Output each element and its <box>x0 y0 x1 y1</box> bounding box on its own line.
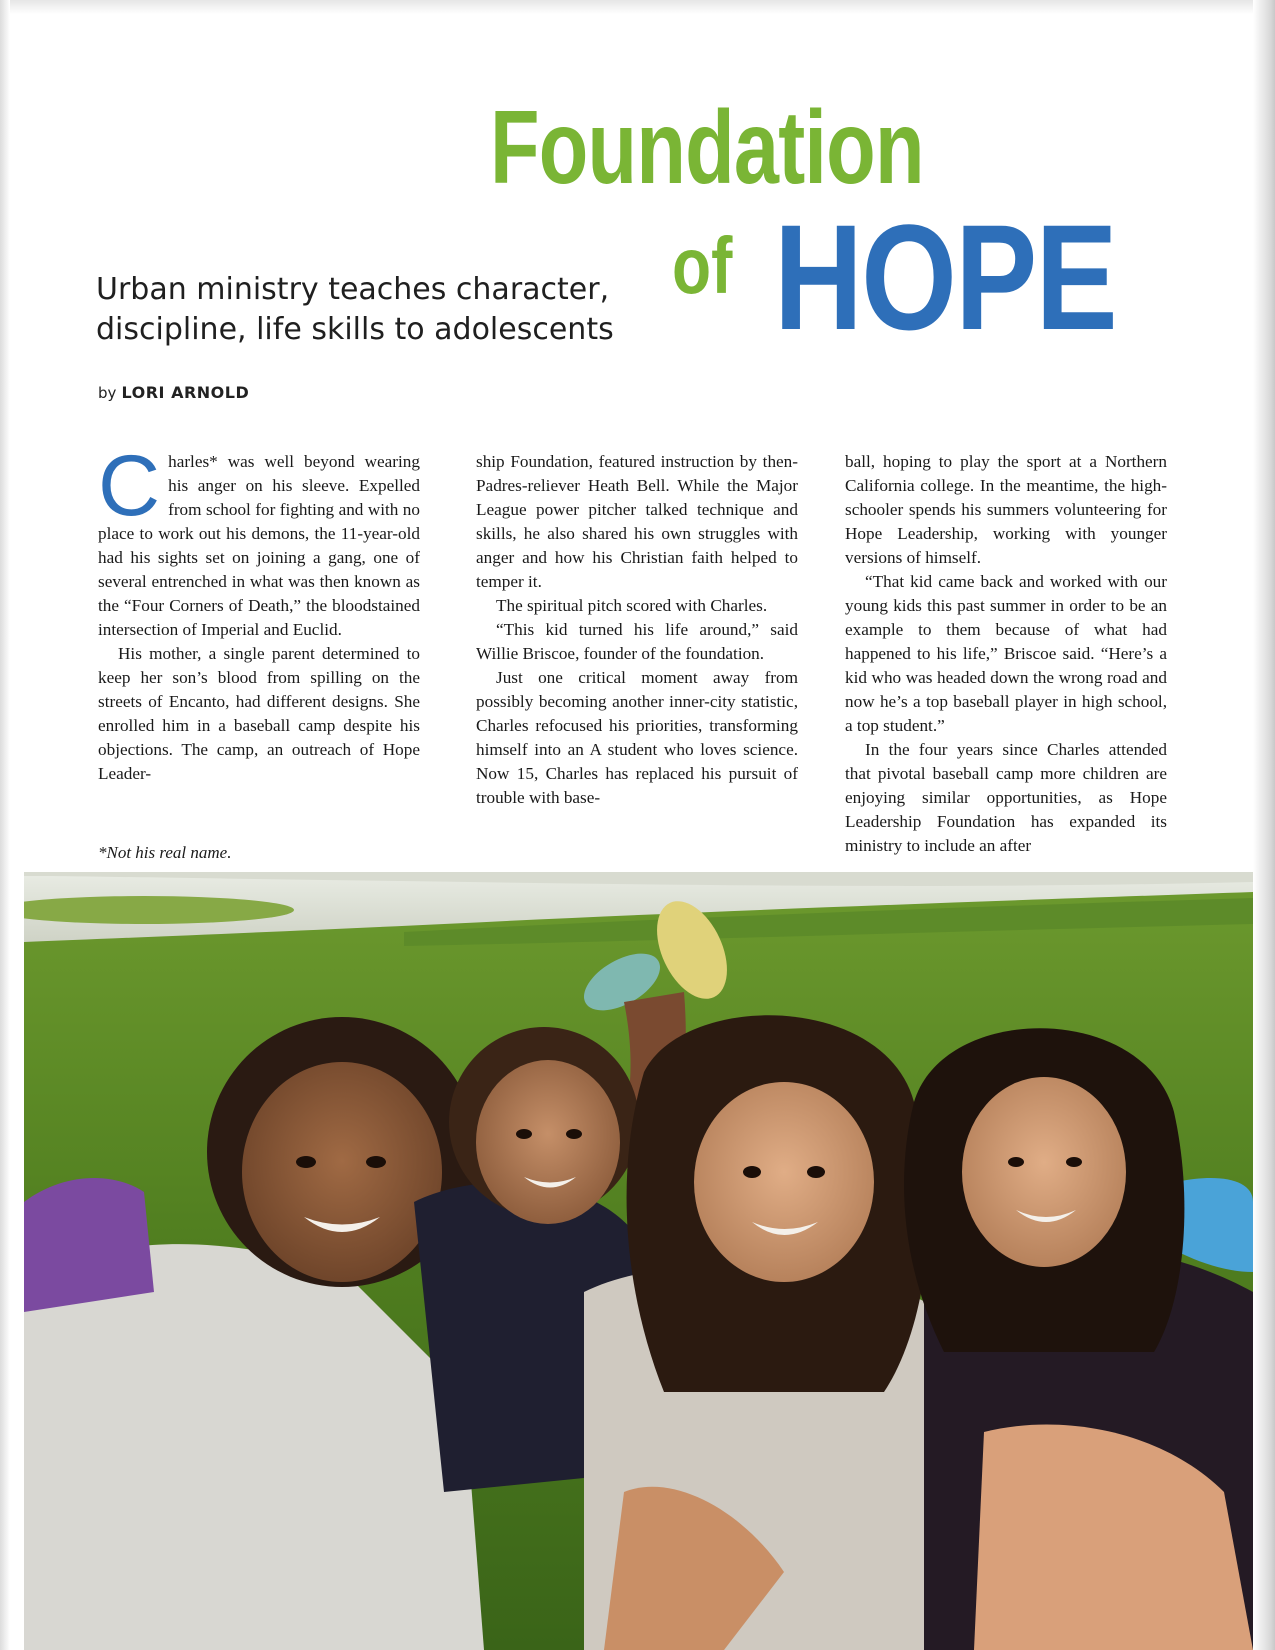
article-paragraph: “That kid came back and worked with our young kids this past summer in order to be an example to them because of what had happened to his life,” Briscoe said. “Here’s a kid who was headed down the wrong road and now he’s a top baseball player in high school, a top student.” <box>845 572 1167 735</box>
paragraph-text: harles* was well beyond wearing his anger on his sleeve. Expelled from school for fighting and with no place to work out his demons, the 11-year-old had his sights set on joining a gang, one of several entrenched in what was then known as the “Four Corners of Death,” the bloodstained intersection of Imperial and Euclid. <box>98 452 420 639</box>
article-paragraph <box>98 438 420 642</box>
byline-author: LORI ARNOLD <box>121 383 250 402</box>
face-girl-1 <box>242 1062 442 1282</box>
eye <box>1008 1157 1024 1167</box>
article-paragraph: The spiritual pitch scored with Charles. <box>496 596 768 615</box>
article-paragraph: ship Foundation, featured instruction by then-Padres-reliever Heath Bell. While the Major League power pitcher talked technique and skills, he also shared his own struggles with anger and how his Christian faith helped to temper it. <box>476 452 798 591</box>
scan-right-edge <box>1253 0 1275 1650</box>
photo-girls-on-grass <box>24 872 1253 1650</box>
title-of: of <box>672 221 733 310</box>
eye <box>296 1156 316 1168</box>
photo-illustration <box>24 872 1253 1650</box>
article-paragraph: In the four years since Charles attended that pivotal baseball camp more children are enjoying similar opportunities, as Hope Leadership Foundation has expanded its ministry to include an after <box>845 740 1167 855</box>
drop-cap: C <box>98 438 161 534</box>
face-girl-4 <box>962 1077 1126 1267</box>
eye <box>807 1166 825 1178</box>
article-column-1 <box>98 438 420 786</box>
article-paragraph: “This kid turned his life around,” said Willie Briscoe, founder of the foundation. <box>476 620 798 663</box>
scan-left-edge <box>0 0 10 1650</box>
byline <box>98 383 249 402</box>
subtitle-deck: Urban ministry teaches character, discipline, life skills to adolescents <box>96 272 614 347</box>
eye <box>566 1129 582 1139</box>
article-column-3 <box>845 450 1167 858</box>
scan-top-edge <box>0 0 1275 14</box>
article-paragraph: His mother, a single parent determined to keep her son’s blood from spilling on the streets of Encanto, had different designs. She enrolled him in a baseball camp despite his objections. The camp, an outreach of Hope Leader- <box>98 644 420 783</box>
face-girl-3 <box>694 1082 874 1282</box>
purple-shorts <box>24 1178 154 1312</box>
article-paragraph: Just one critical moment away from possibly becoming another inner-city statistic, Charles refocused his priorities, transforming himself into an A student who loves science. Now 15, Charles has replaced his pursuit of trouble with base- <box>476 668 798 807</box>
eye <box>1066 1157 1082 1167</box>
eye <box>743 1166 761 1178</box>
footnote: *Not his real name. <box>98 843 232 862</box>
article-column-2 <box>476 450 798 810</box>
byline-by: by <box>98 384 117 402</box>
eye <box>366 1156 386 1168</box>
face-girl-2 <box>476 1060 620 1224</box>
eye <box>516 1129 532 1139</box>
article-paragraph: ball, hoping to play the sport at a Northern California college. In the meantime, the high-schooler spends his summers volunteering for Hope Leadership, working with younger versions of himself. <box>845 452 1167 567</box>
title-foundation: Foundation <box>490 90 924 206</box>
title-hope: HOPE <box>774 193 1117 361</box>
